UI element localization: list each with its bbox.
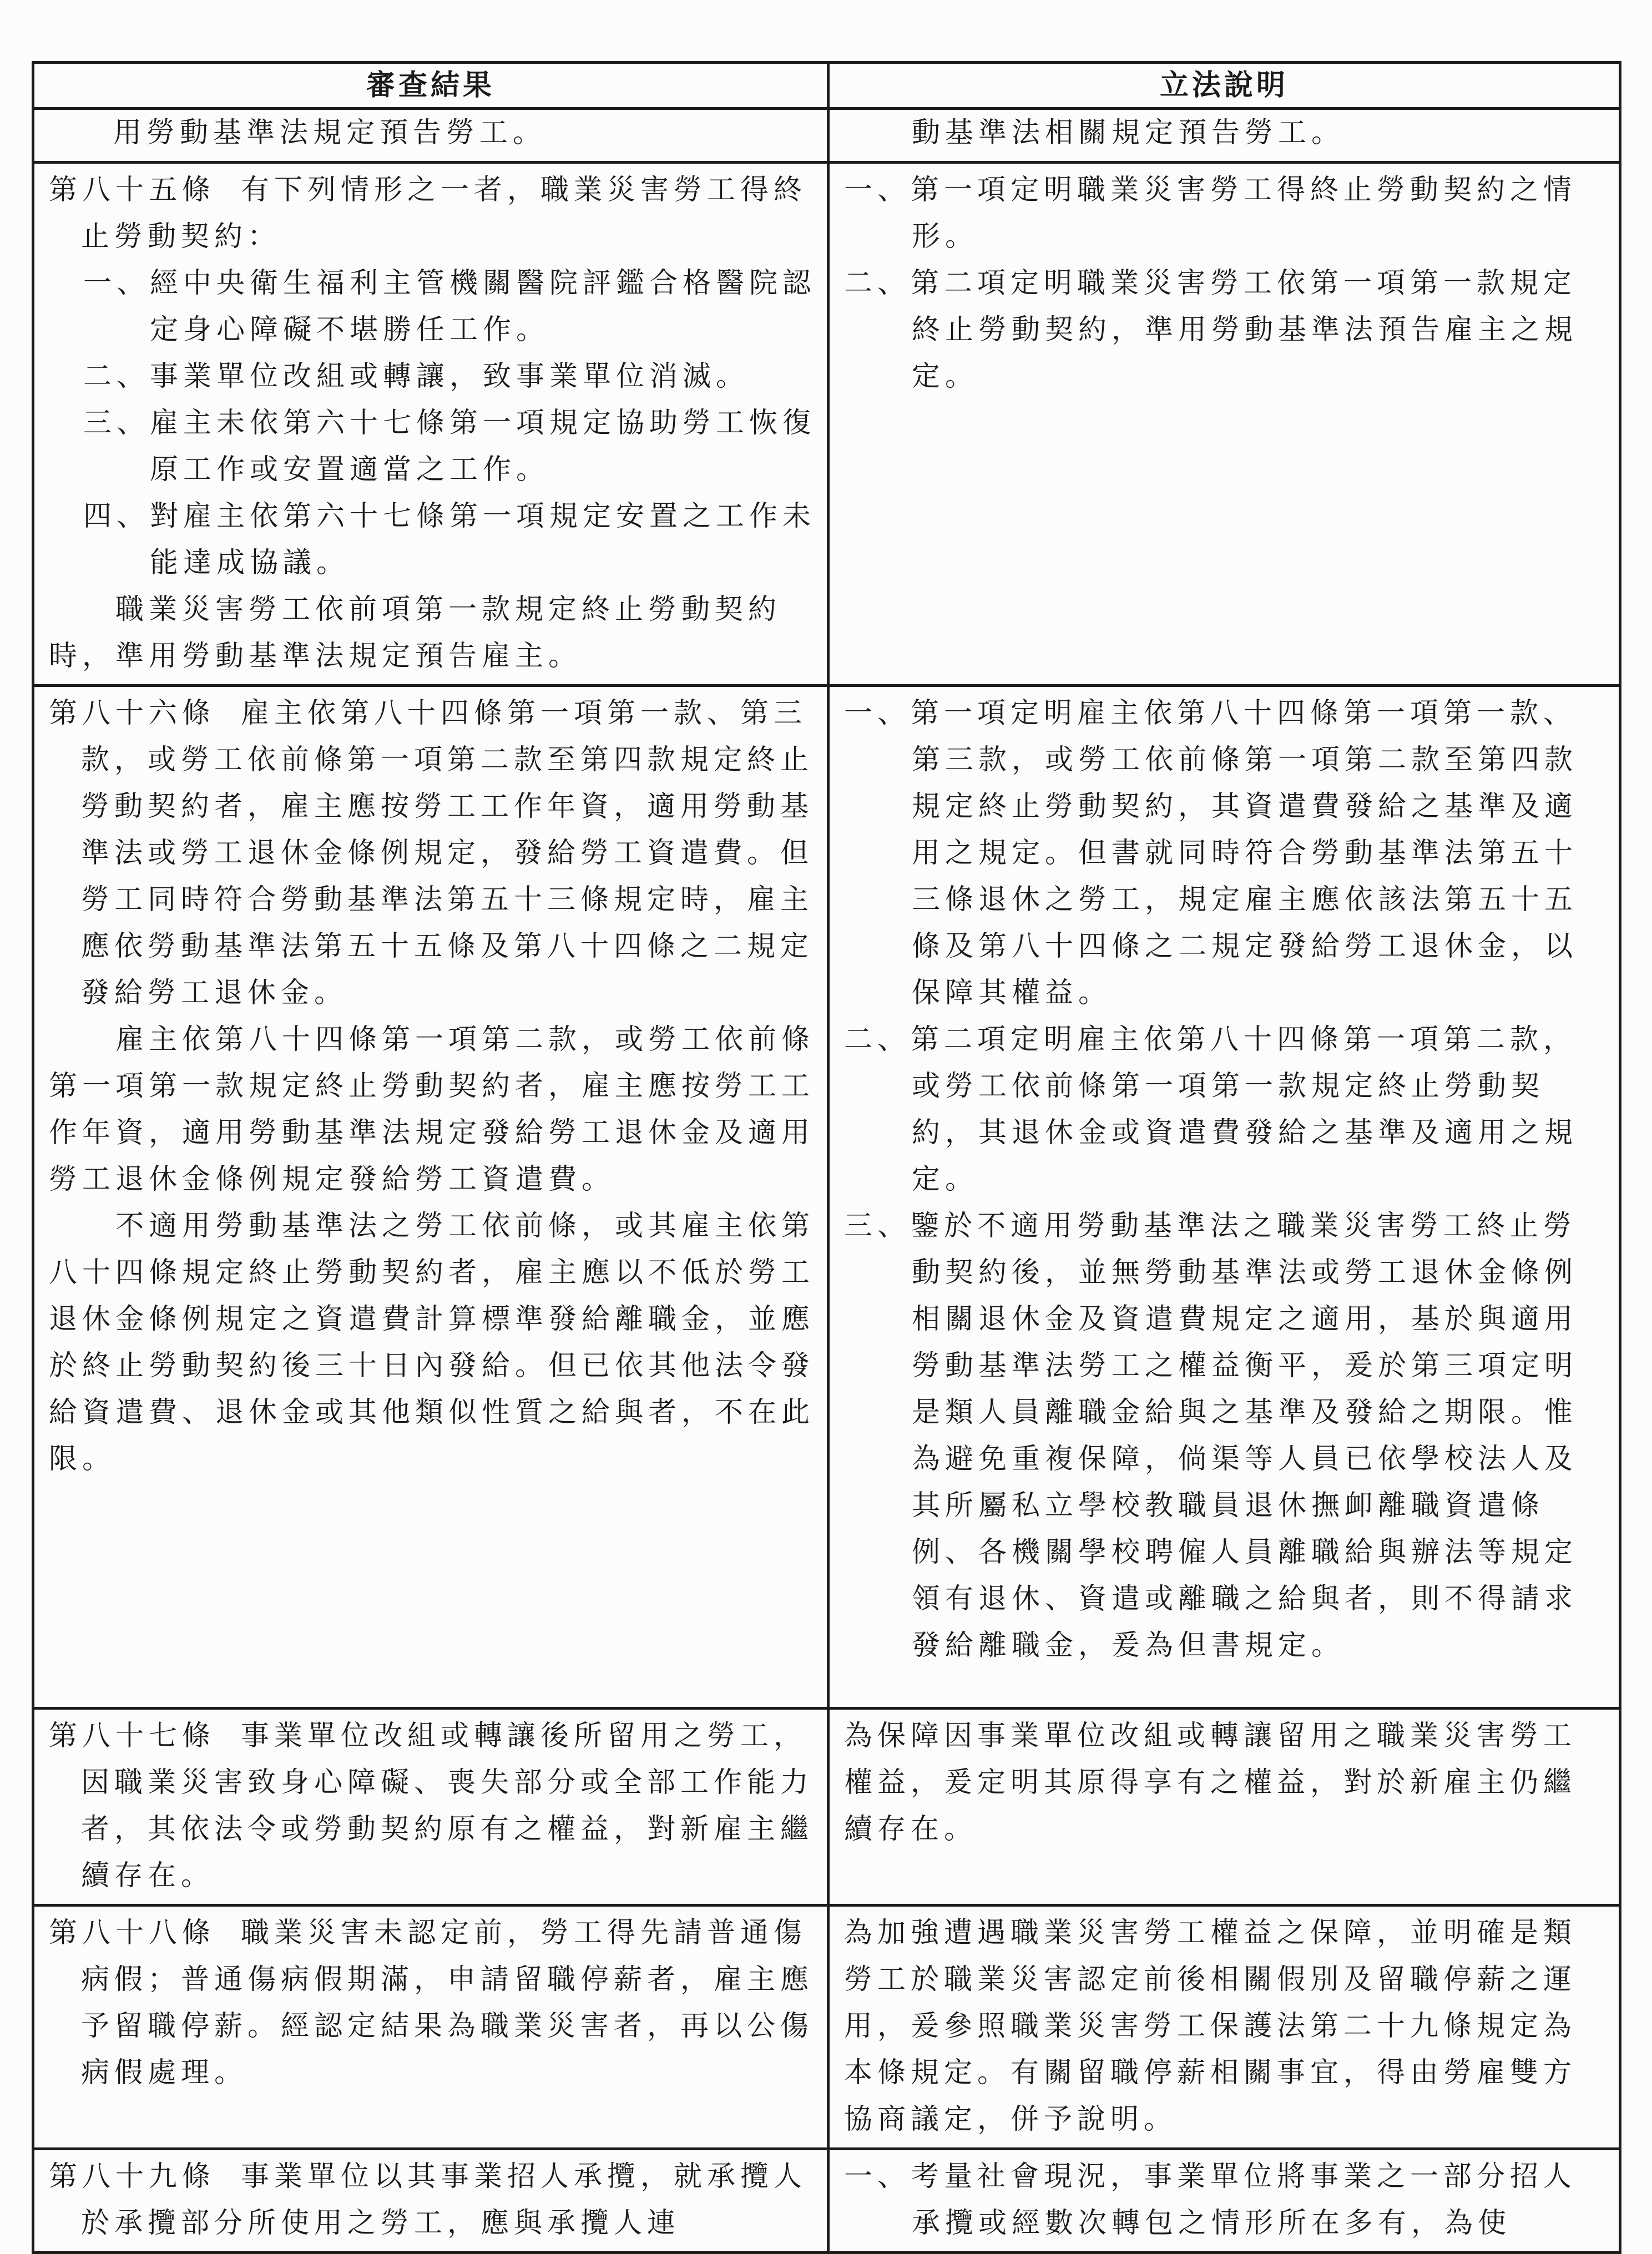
explanation-item: 二、第二項定明職業災害勞工依第一項第一款規定終止勞動契約，準用勞動基準法預告雇主之規定。: [844, 267, 1578, 393]
article-intro: 有下列情形之一者，職業災害勞工得終止勞動契約：: [81, 174, 807, 253]
explanation-item: 三、鑒於不適用勞動基準法之職業災害勞工終止勞動契約後，並無勞動基準法或勞工退休金條例相關退休金及資遣費規定之適用，基於與適用勞動基準法勞工之權益衡平，爰於第三項定明是類人員離職金給與之基準及發給之期限。惟為避免重複保障，倘渠等人員已依學校法人及其所屬私立學校教職員退休撫卹離職資遣條例、各機關學校聘僱人員離職給與辦法等規定領有退休、資遣或離職之給與者，則不得請求發給離職金，爰為但書規定。: [844, 1210, 1578, 1662]
table-row: [33, 686, 1620, 1709]
continuation-text: 用勞動基準法規定預告勞工。: [113, 117, 547, 149]
article-number: 第八十六條: [49, 697, 216, 730]
explanation-cell: [828, 163, 1620, 686]
article-text: [49, 1713, 817, 1899]
article-paragraph: 不適用勞動基準法之勞工依前條，或其雇主依第八十四條規定終止勞動契約者，雇主應以不低於勞工退休金條例規定之資遣費計算標準發給離職金，並應於終止勞動契約後三十日內發給。但已依其他法令發給資遣費、退休金或其他類似性質之給與者，不在此限。: [49, 1210, 815, 1475]
review-cell: [33, 1906, 828, 2149]
article-item: 一、經中央衛生福利主管機關醫院評鑑合格醫院認定身心障礙不堪勝任工作。: [83, 267, 816, 346]
explanation-item: 一、第一項定明雇主依第八十四條第一項第一款、第三款，或勞工依前條第一項第二款至第四款規定終止勞動契約，其資遣費發給之基準及適用之規定。但書就同時符合勞動基準法第五十三條退休之勞工，規定雇主應依該法第五十五條及第八十四條之二規定發給勞工退休金，以保障其權益。: [844, 697, 1578, 1009]
explanation-cell: [828, 1906, 1620, 2149]
article-intro: 事業單位改組或轉讓後所留用之勞工，因職業災害致身心障礙、喪失部分或全部工作能力者，其依法令或勞動契約原有之權益，對新雇主繼續存在。: [81, 1720, 814, 1892]
article-intro: 事業單位以其事業招人承攬，就承攬人於承攬部分所使用之勞工，應與承攬人連: [81, 2160, 807, 2240]
table-row: [33, 163, 1620, 686]
explanation-item: 一、第一項定明職業災害勞工得終止勞動契約之情形。: [844, 174, 1577, 253]
table-row: [33, 1906, 1620, 2149]
article-text: [49, 2154, 817, 2247]
review-cell: [33, 2149, 828, 2253]
explanation-cell: [828, 109, 1620, 163]
article-item: 二、事業單位改組或轉讓，致事業單位消滅。: [83, 360, 750, 393]
article-text: [49, 1910, 817, 2096]
review-cell: [33, 1709, 828, 1906]
article-number: 第八十八條: [49, 1917, 216, 1949]
table-row: [33, 2149, 1620, 2253]
header-row: [33, 63, 1620, 109]
article-number: 第八十七條: [49, 1720, 216, 1752]
explanation-cell: [828, 1709, 1620, 1906]
article-number: 第八十九條: [49, 2160, 216, 2193]
continuation-text: 動基準法相關規定預告勞工。: [912, 117, 1345, 149]
comparison-table: [32, 61, 1621, 2254]
explanation-cell: [828, 686, 1620, 1709]
header-legislative-explanation: 立法說明: [828, 63, 1620, 109]
header-review-result: 審查結果: [33, 63, 828, 109]
table-row: [33, 109, 1620, 163]
explanation-text: 為保障因事業單位改組或轉讓留用之職業災害勞工權益，爰定明其原得享有之權益，對於新雇主仍繼續存在。: [844, 1720, 1577, 1846]
article-intro: 雇主依第八十四條第一項第一款、第三款，或勞工依前條第一項第二款至第四款規定終止勞動契約者，雇主應按勞工工作年資，適用勞動基準法或勞工退休金條例規定，發給勞工資遣費。但勞工同時符合勞動基準法第五十三條規定時，雇主應依勞動基準法第五十五條及第八十四條之二規定發給勞工退休金。: [81, 697, 814, 1009]
explanation-cell: [828, 2149, 1620, 2253]
explanation-text: 為加強遭遇職業災害勞工權益之保障，並明確是類勞工於職業災害認定前後相關假別及留職停薪之運用，爰參照職業災害勞工保護法第二十九條規定為本條規定。有關留職停薪相關事宜，得由勞雇雙方協商議定，併予說明。: [844, 1917, 1577, 2136]
article-paragraph: 職業災害勞工依前項第一款規定終止勞動契約時，準用勞動基準法規定預告雇主。: [49, 593, 782, 673]
explanation-item: 一、考量社會現況，事業單位將事業之一部分招人承攬或經數次轉包之情形所在多有，為使: [844, 2160, 1577, 2240]
article-paragraph: 雇主依第八十四條第一項第二款，或勞工依前條第一項第一款規定終止勞動契約者，雇主應按勞工工作年資，適用勞動基準法規定發給勞工退休金及適用勞工退休金條例規定發給勞工資遣費。: [49, 1023, 815, 1196]
article-item: 四、對雇主依第六十七條第一項規定安置之工作未能達成協議。: [83, 500, 816, 579]
article-item: 三、雇主未依第六十七條第一項規定協助勞工恢復原工作或安置適當之工作。: [83, 407, 816, 486]
review-cell: [33, 686, 828, 1709]
table-row: [33, 1709, 1620, 1906]
review-cell: [33, 163, 828, 686]
article-text: [49, 690, 817, 1017]
explanation-item: 二、第二項定明雇主依第八十四條第一項第二款，或勞工依前條第一項第一款規定終止勞動契約，其退休金或資遣費發給之基準及適用之規定。: [844, 1023, 1578, 1196]
article-number: 第八十五條: [49, 174, 216, 206]
article-intro: 職業災害未認定前，勞工得先請普通傷病假；普通傷病假期滿，申請留職停薪者，雇主應予留職停薪。經認定結果為職業災害者，再以公傷病假處理。: [81, 1917, 814, 2089]
review-cell: [33, 109, 828, 163]
article-text: [49, 167, 817, 260]
